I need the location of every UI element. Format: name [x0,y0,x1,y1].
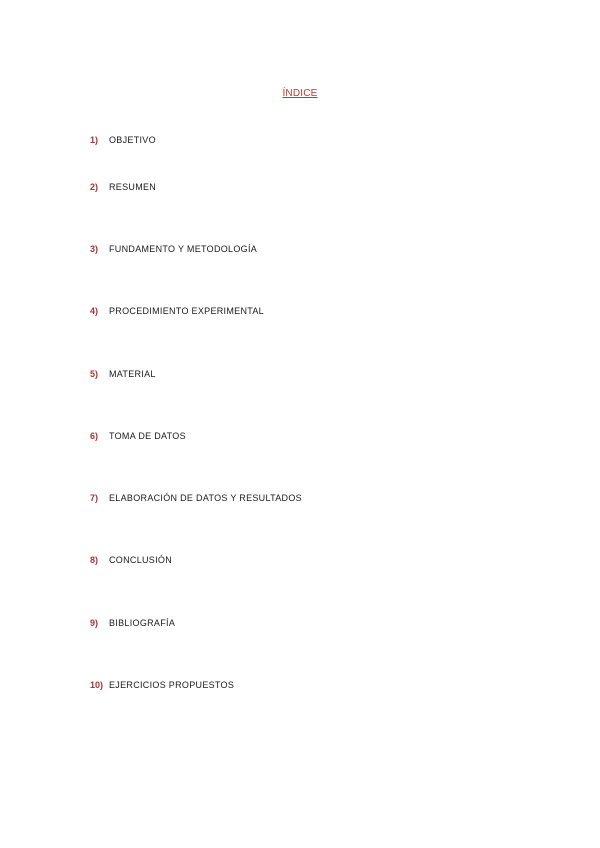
toc-item-ejercicios [90,678,234,692]
toc-item-number: 6) [90,431,99,441]
toc-item-label: RESUMEN [109,182,157,192]
toc-item-number: 10) [90,680,104,690]
toc-item-toma-de-datos [90,429,186,443]
toc-item-label: BIBLIOGRAFÍA [109,618,176,628]
toc-item-number: 2) [90,182,99,192]
toc-item-label: MATERIAL [109,369,156,379]
toc-item-number: 8) [90,555,99,565]
toc-item-objetivo [90,133,156,147]
toc-item-label: PROCEDIMIENTO EXPERIMENTAL [109,306,264,316]
toc-item-number: 5) [90,369,99,379]
toc-item-number: 7) [90,493,99,503]
toc-item-label: OBJETIVO [109,135,156,145]
toc-item-number: 3) [90,244,99,254]
toc-item-fundamento [90,242,257,256]
toc-item-number: 4) [90,306,99,316]
toc-item-conclusion [90,553,172,567]
toc-item-number: 1) [90,135,99,145]
toc-item-procedimiento [90,304,264,318]
toc-item-number: 9) [90,618,99,628]
toc-item-material [90,367,156,381]
toc-item-label: EJERCICIOS PROPUESTOS [109,680,235,690]
toc-item-label: FUNDAMENTO Y METODOLOGÍA [109,244,258,254]
toc-item-label: TOMA DE DATOS [109,431,186,441]
toc-item-resumen [90,180,156,194]
toc-item-label: ELABORACIÓN DE DATOS Y RESULTADOS [109,493,302,503]
toc-item-bibliografia [90,616,175,630]
page-title: ÍNDICE [282,88,318,99]
toc-item-label: CONCLUSIÓN [109,555,173,565]
toc-item-elaboracion [90,491,302,505]
